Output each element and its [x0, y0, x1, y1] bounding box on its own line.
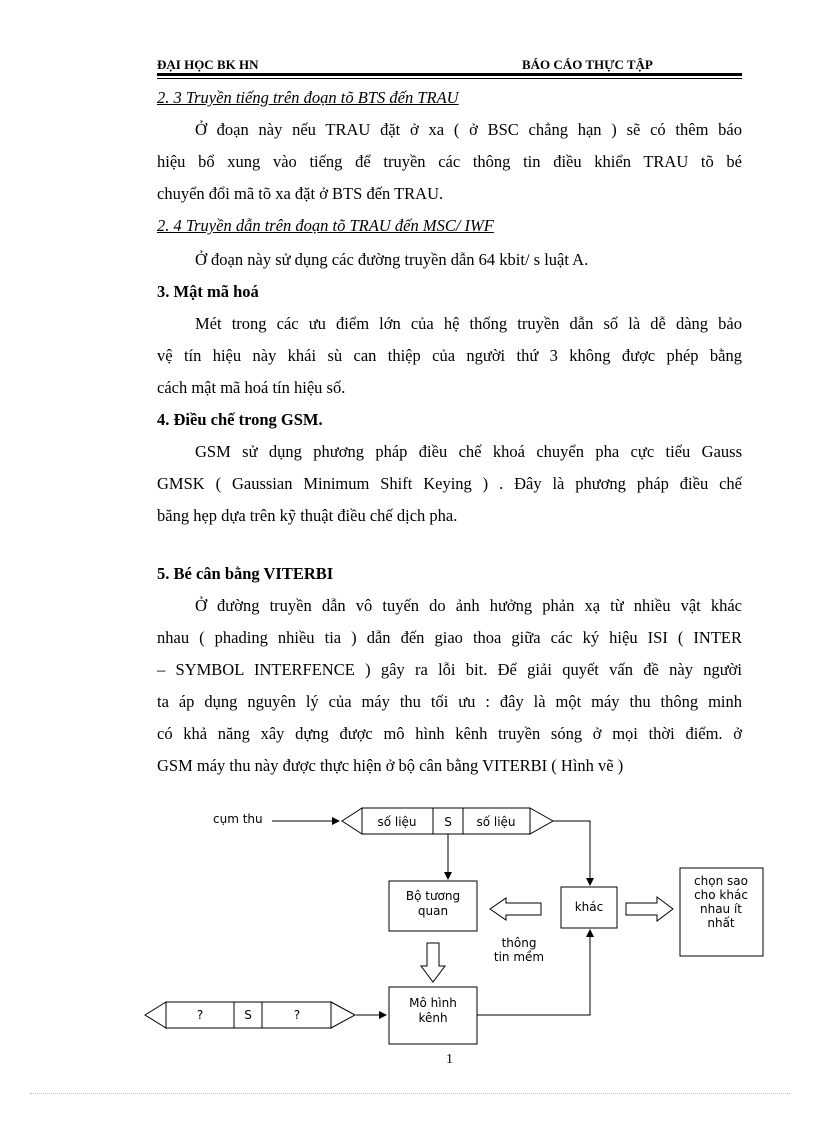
paragraph-line: Ở đường truyền dẫn vô tuyến do ảnh hưởng phản xạ từ nhiều vật khác	[195, 596, 742, 615]
burst-training-seq: S	[244, 1008, 252, 1022]
paragraph-line: GSM sử dụng phương pháp điều chế khoá chuyển pha cực tiểu Gauss	[195, 442, 742, 461]
burst-data-right: số liệu	[476, 815, 516, 829]
paragraph-line: GMSK ( Gaussian Minimum Shift Keying ) . Đây là phương pháp điều chế	[157, 474, 742, 493]
input-burst-label: cụm thu	[213, 812, 263, 826]
burst-unknown-right: ?	[293, 1008, 301, 1022]
section-5-title: 5. Bé cân bằng VITERBI	[157, 564, 334, 583]
selection-label: nhau ít	[699, 902, 743, 916]
burst-left-cap	[145, 1002, 166, 1028]
channel-model-label: Mô hình	[409, 996, 457, 1010]
selection-label: chọn sao	[694, 874, 748, 888]
soft-info-label: thông	[501, 936, 537, 950]
selection-label: nhất	[707, 916, 735, 930]
soft-info-label: tin mềm	[493, 950, 545, 964]
paragraph-line: chuyển đổi mã tõ xa đặt ở BTS đến TRAU.	[157, 184, 444, 203]
soft-info-arrow	[490, 898, 541, 920]
arrow-to-difference	[553, 821, 590, 885]
paragraph-line: có khả năng xây dựng được mô hình kênh truyền sóng ở mọi thời điểm. ở	[157, 724, 742, 743]
paragraph-line: băng hẹp dựa trên kỹ thuật điều chế dịch pha.	[157, 506, 458, 525]
burst-unknown-left: ?	[196, 1008, 204, 1022]
correlator-label: Bộ tương	[405, 889, 461, 903]
header-university: ĐẠI HỌC BK HN	[157, 57, 259, 72]
section-2-4-title: 2. 4 Truyền dẫn trên đoạn tõ TRAU đến MSC/ IWF	[157, 216, 494, 235]
burst-left-cap	[342, 808, 362, 834]
channel-model-label: kênh	[418, 1011, 448, 1025]
section-2-3-title: 2. 3 Truyền tiếng trên đoạn tõ BTS đến TRAU	[157, 88, 459, 107]
received-burst	[342, 808, 553, 834]
paragraph-line: GSM máy thu này được thực hiện ở bộ cân bằng VITERBI ( Hình vẽ )	[157, 756, 624, 775]
header-report-title: BÁO CÁO THỰC TẬP	[522, 57, 653, 72]
page-bottom-divider	[30, 1093, 790, 1094]
paragraph-line: nhau ( phading nhiều tia ) dẫn đến giao thoa giữa các ký hiệu ISI ( INTER	[157, 628, 742, 647]
paragraph-line: – SYMBOL INTERFENCE ) gây ra lỗi bit. Để giải quyết vấn đề này người	[157, 660, 742, 679]
correlator-label: quan	[417, 904, 449, 918]
burst-right-cap	[530, 808, 553, 834]
burst-right-cap	[331, 1002, 355, 1028]
output-choice-arrow	[626, 897, 673, 921]
section-4-title: 4. Điều chế trong GSM.	[157, 410, 323, 429]
estimated-burst	[145, 1002, 355, 1028]
paragraph-line: Ở đoạn này sử dụng các đường truyền dẫn 64 kbit/ s luật A.	[195, 250, 589, 269]
section-3-title: 3. Mật mã hoá	[157, 282, 259, 301]
paragraph-line: cách mật mã hoá tín hiệu số.	[157, 378, 346, 397]
selection-label: cho khác	[694, 888, 748, 902]
paragraph-line: hiệu bổ xung vào tiếng để truyền các thông tin điều khiển TRAU tõ bé	[157, 152, 742, 171]
burst-training-seq: S	[444, 815, 452, 829]
paragraph-line: Mét trong các ưu điểm lớn của hệ thống truyền dẫn số là dễ dàng bảo	[195, 314, 742, 333]
page-number: 1	[446, 1052, 453, 1067]
difference-label: khác	[574, 900, 604, 914]
paragraph-line: ta áp dụng nguyên lý của máy thu tối ưu : đây là một máy thu thông minh	[157, 692, 742, 711]
channel-estimate-arrow	[421, 943, 445, 982]
paragraph-line: vệ tín hiệu này khái sù can thiệp của người thứ 3 không được phép bằng	[157, 346, 742, 365]
paragraph-line: Ở đoạn này nếu TRAU đặt ở xa ( ở BSC chẳng hạn ) sẽ có thêm báo	[195, 120, 742, 139]
burst-data-left: số liệu	[377, 815, 417, 829]
